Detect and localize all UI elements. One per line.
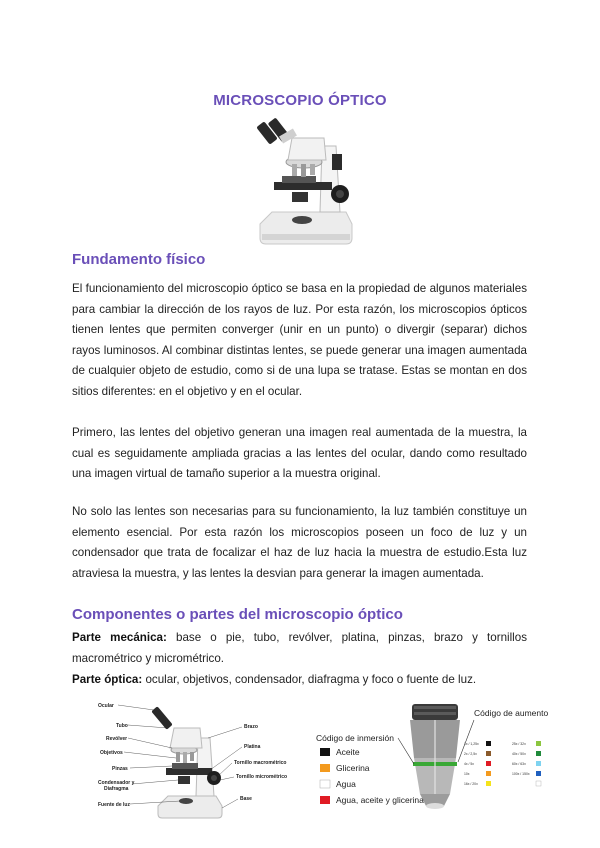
- mag-label: 60x / 63x: [512, 762, 526, 766]
- label-objetivos: Objetivos: [100, 750, 123, 756]
- paragraph-3: No solo las lentes son necesarias para su funcionamiento, la luz también constituye un elemento esencial. Por esta razón los microscopios poseen un foco de luz y un condensador que trata de focalizar el haz de luz hacia la muestra de estudio.Esta luz atraviesa la muestra, y las lentes la desvian para generar la imagen aumentada.: [72, 505, 527, 580]
- label-brazo: Brazo: [244, 724, 258, 730]
- mag-label: 10x: [464, 772, 470, 776]
- label-ocular: Ocular: [98, 703, 114, 709]
- paragraph-optica: [72, 670, 527, 691]
- mag-swatch: [536, 781, 541, 786]
- immersion-swatch: [320, 748, 330, 756]
- label-tornillo-macro: Tornillo macrométrico: [234, 760, 287, 766]
- immersion-swatch: [320, 764, 330, 772]
- section-heading-fundamento: Fundamento físico: [72, 251, 206, 268]
- optical-text: ocular, objetivos, condensador, diafragma y foco o fuente de luz.: [142, 673, 477, 686]
- label-diafragma: Diafragma: [104, 786, 129, 792]
- microscope-parts-diagram: [98, 698, 298, 822]
- mag-label: 40x / 50x: [512, 752, 526, 756]
- mag-swatch: [536, 751, 541, 756]
- paragraph-mecanica: [72, 628, 527, 669]
- mag-label: 2x / 2,5x: [464, 752, 477, 756]
- mag-swatch: [486, 771, 491, 776]
- label-revolver: Revólver: [106, 736, 128, 742]
- label-pinzas: Pinzas: [112, 766, 128, 772]
- label-tornillo-micro: Tornillo micrométrico: [236, 774, 288, 780]
- mag-label: 25x / 32x: [512, 742, 526, 746]
- mag-label: 4x / 5x: [464, 762, 474, 766]
- mag-label: 1x / 1,25x: [464, 742, 479, 746]
- magnification-title: Código de aumento: [474, 708, 549, 718]
- microscope-image: [252, 116, 356, 248]
- page-title: MICROSCOPIO ÓPTICO: [213, 92, 387, 109]
- label-platina: Platina: [244, 744, 261, 750]
- label-fuente-luz: Fuente de luz: [98, 802, 130, 808]
- mechanical-label: Parte mecánica:: [72, 631, 167, 644]
- mag-swatch: [486, 781, 491, 786]
- immersion-title: Código de inmersión: [316, 733, 394, 743]
- immersion-label: Agua: [336, 779, 356, 789]
- mag-swatch: [486, 751, 491, 756]
- paragraph-1: El funcionamiento del microscopio óptico se basa en la propiedad de algunos materiales para cambiar la dirección de los rayos de luz. Por esta razón, los microscopios ópticos tienen lentes que permiten converger (unir en un punto) o divergir (separar) dichos rayos luminosos. Al combinar distintas lentes, se puede generar una imagen aumentada de cualquier objeto de estudio, como si de una lupa se tratase. Estas se montan en dos sitios diferentes: en el objetivo y en el ocular.: [72, 282, 527, 398]
- mag-swatch: [486, 761, 491, 766]
- immersion-label: Aceite: [336, 747, 360, 757]
- mechanical-text: base o pie, tubo, revólver, platina, pinzas, brazo y tornillos macrométrico y micrométrico.: [72, 631, 527, 665]
- mag-swatch: [486, 741, 491, 746]
- mag-label: 100x / 150x: [512, 772, 530, 776]
- objective-code-diagram: [314, 698, 550, 822]
- immersion-label: Agua, aceite y glicerina: [336, 795, 424, 805]
- mag-swatch: [536, 771, 541, 776]
- immersion-swatch: [320, 780, 330, 788]
- paragraph-2: Primero, las lentes del objetivo generan una imagen real aumentada de la muestra, la cual es seguidamente ampliada gracias a las lentes del ocular, dando como resultado una imagen virtual de tamaño superior a la muestra original.: [72, 426, 527, 481]
- label-condensador: Condensador y: [98, 780, 135, 786]
- immersion-label: Glicerina: [336, 763, 370, 773]
- mag-swatch: [536, 761, 541, 766]
- label-tubo: Tubo: [116, 723, 128, 729]
- immersion-swatch: [320, 796, 330, 804]
- mag-label: 16x / 20x: [464, 782, 478, 786]
- label-base: Base: [240, 796, 252, 802]
- section-heading-componentes: Componentes o partes del microscopio óptico: [72, 606, 403, 623]
- mag-swatch: [536, 741, 541, 746]
- optical-label: Parte óptica:: [72, 673, 143, 686]
